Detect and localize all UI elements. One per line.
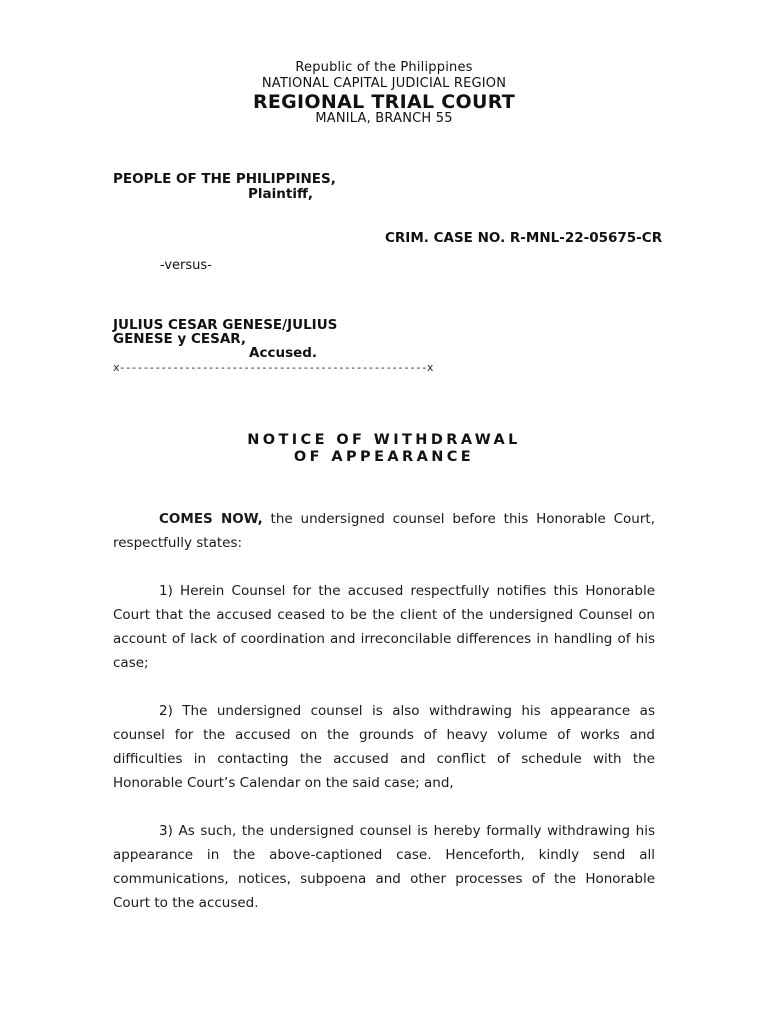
plaintiff-role: Plaintiff,: [248, 186, 314, 202]
intro-paragraph: [113, 507, 655, 555]
versus-label: -versus-: [160, 258, 212, 273]
header-court-name: REGIONAL TRIAL COURT: [252, 91, 516, 113]
paragraph-2: 2) The undersigned counsel is also withdrawing his appearance as counsel for the accused on the grounds of heavy volume of works and difficulties in contacting the accused and conflict of schedule with the Honorable Court’s Calendar on the said case; and,: [113, 703, 655, 791]
paragraph-3: 3) As such, the undersigned counsel is hereby formally withdrawing his appearance in the above-captioned case. Henceforth, kindly send all communications, notices, subpoena and other processes of the Honorable Court to the accused.: [113, 823, 655, 911]
accused-role: Accused.: [249, 345, 318, 361]
header-republic: Republic of the Philippines: [295, 60, 473, 75]
intro-rest: the undersigned counsel before this Honorable Court, respectfully states:: [113, 511, 655, 551]
plaintiff-name: PEOPLE OF THE PHILIPPINES,: [113, 171, 336, 187]
header-region: NATIONAL CAPITAL JUDICIAL REGION: [261, 76, 507, 91]
header-branch: MANILA, BRANCH 55: [315, 111, 453, 126]
document-title-line1: NOTICE OF WITHDRAWAL: [247, 432, 521, 448]
caption-divider: x----------------------------------------------------x: [113, 361, 433, 374]
case-number: CRIM. CASE NO. R-MNL-22-05675-CR: [385, 230, 663, 246]
accused-name-line1: JULIUS CESAR GENESE/JULIUS: [113, 317, 338, 333]
intro-lead: COMES NOW,: [159, 511, 263, 527]
document-title-line2: OF APPEARANCE: [293, 449, 475, 465]
accused-name-line2: GENESE y CESAR,: [113, 331, 247, 347]
paragraph-1: 1) Herein Counsel for the accused respectfully notifies this Honorable Court that the accused ceased to be the client of the undersigned Counsel on account of lack of coordination and irreconcilable differences in handling of his case;: [113, 583, 655, 671]
